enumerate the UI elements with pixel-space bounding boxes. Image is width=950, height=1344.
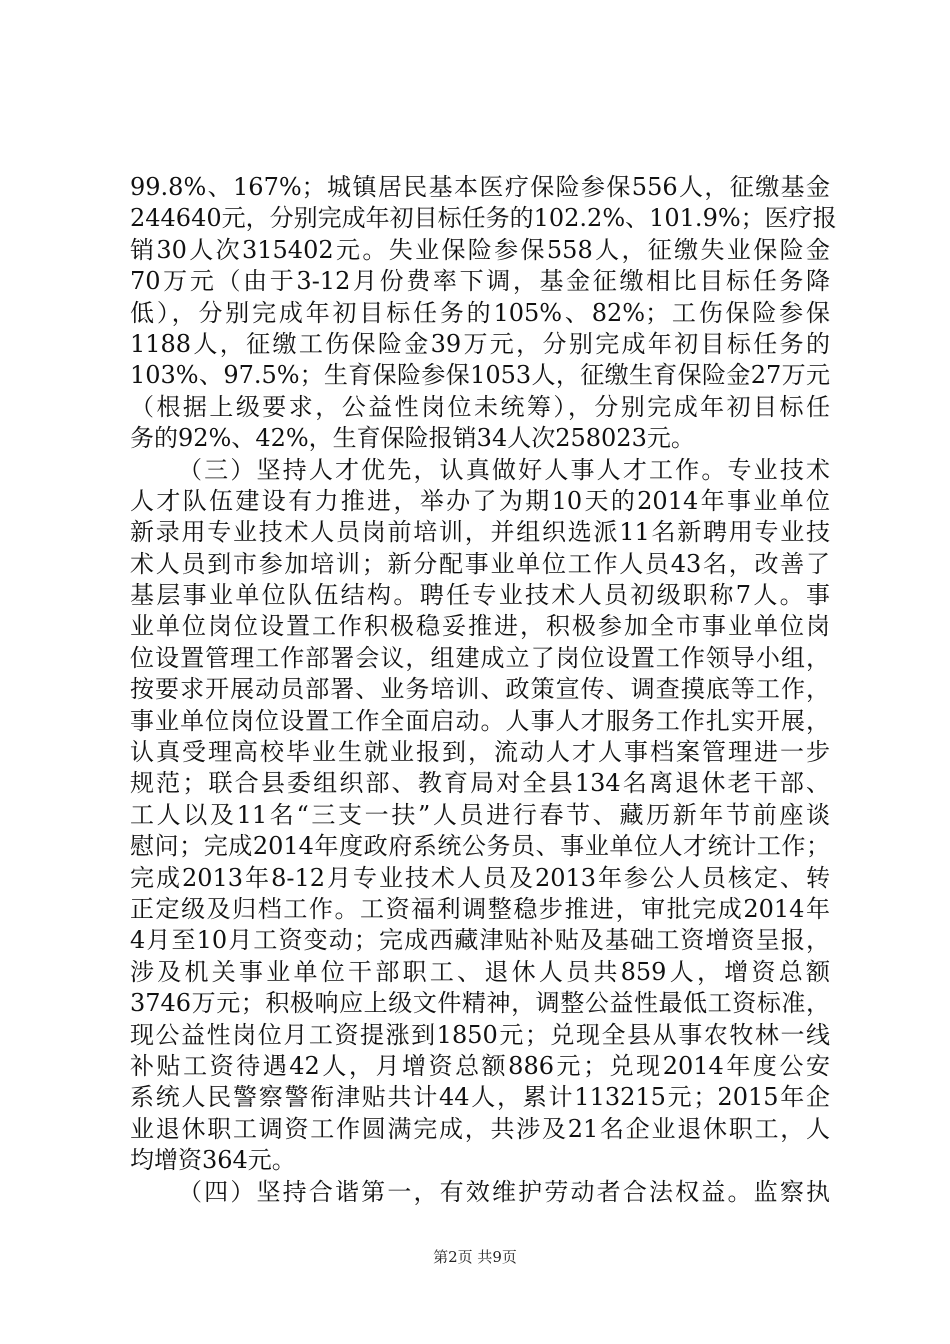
page-footer: 第2页 共9页 [433,1248,517,1266]
text-line: 事业单位岗位设置工作全面启动。人事人才服务工作扎实开展， [130,706,830,735]
text-line: 103%、97.5%；生育保险参保1053人，征缴生育保险金27万元 [130,361,830,390]
text-line: 业单位岗位设置工作积极稳妥推进，积极参加全市事业单位岗 [130,612,830,641]
paragraph-heading-3: （三）坚持人才优先，认真做好人事人才工作。专业技术 [178,455,830,484]
text-line: 人才队伍建设有力推进，举办了为期10天的2014年事业单位 [130,486,830,515]
text-line: 70万元（由于3-12月份费率下调，基金征缴相比目标任务降 [130,267,830,296]
text-line: 低），分别完成年初目标任务的105%、82%；工伤保险参保 [130,298,830,327]
text-line: 完成2013年8-12月专业技术人员及2013年参公人员核定、转 [130,863,830,892]
text-line: 基层事业单位队伍结构。聘任专业技术人员初级职称7人。事 [130,581,830,610]
text-line: 位设置管理工作部署会议，组建成立了岗位设置工作领导小组， [130,643,830,672]
text-line: 涉及机关事业单位干部职工、退休人员共859人，增资总额 [130,957,830,986]
text-line: 正定级及归档工作。工资福利调整稳步推进，审批完成2014年 [130,894,830,923]
text-line: 补贴工资待遇42人，月增资总额886元；兑现2014年度公安 [130,1051,830,1080]
text-line: 244640元，分别完成年初目标任务的102.2%、101.9%；医疗报 [130,204,837,233]
text-line: 务的92%、42%，生育保险报销34人次258023元。 [130,424,695,453]
text-line: 1188人，征缴工伤保险金39万元，分别完成年初目标任务的 [130,329,830,358]
text-line: 现公益性岗位月工资提涨到1850元；兑现全县从事农牧林一线 [130,1020,830,1049]
text-line: 按要求开展动员部署、业务培训、政策宣传、调查摸底等工作， [130,675,830,704]
text-line: （根据上级要求，公益性岗位未统筹），分别完成年初目标任 [130,392,830,421]
text-line: 慰问；完成2014年度政府系统公务员、事业单位人才统计工作； [130,832,830,861]
text-line: 工人以及11名“三支一扶”人员进行春节、藏历新年节前座谈 [130,800,830,829]
paragraph-heading-4: （四）坚持合谐第一，有效维护劳动者合法权益。监察执 [178,1177,830,1206]
text-line: 系统人民警察警衔津贴共计44人，累计113215元；2015年企 [130,1083,830,1112]
text-line: 99.8%、167%；城镇居民基本医疗保险参保556人，征缴基金 [130,173,830,201]
text-line: 认真受理高校毕业生就业报到，流动人才人事档案管理进一步 [130,738,830,767]
text-line: 术人员到市参加培训；新分配事业单位工作人员43名，改善了 [130,549,830,578]
text-line: 3746万元；积极响应上级文件精神，调整公益性最低工资标准， [130,989,830,1018]
text-line: 规范；联合县委组织部、教育局对全县134名离退休老干部、 [130,769,830,798]
text-line: 4月至10月工资变动；完成西藏津贴补贴及基础工资增资呈报， [130,926,830,955]
document-body [130,172,837,1208]
text-line: 业退休职工调资工作圆满完成，共涉及21名企业退休职工，人 [130,1114,830,1143]
text-line: 新录用专业技术人员岗前培训，并组织选派11名新聘用专业技 [130,518,830,547]
text-line: 销30人次315402元。失业保险参保558人，征缴失业保险金 [130,235,830,264]
text-line: 均增资364元。 [130,1146,296,1175]
